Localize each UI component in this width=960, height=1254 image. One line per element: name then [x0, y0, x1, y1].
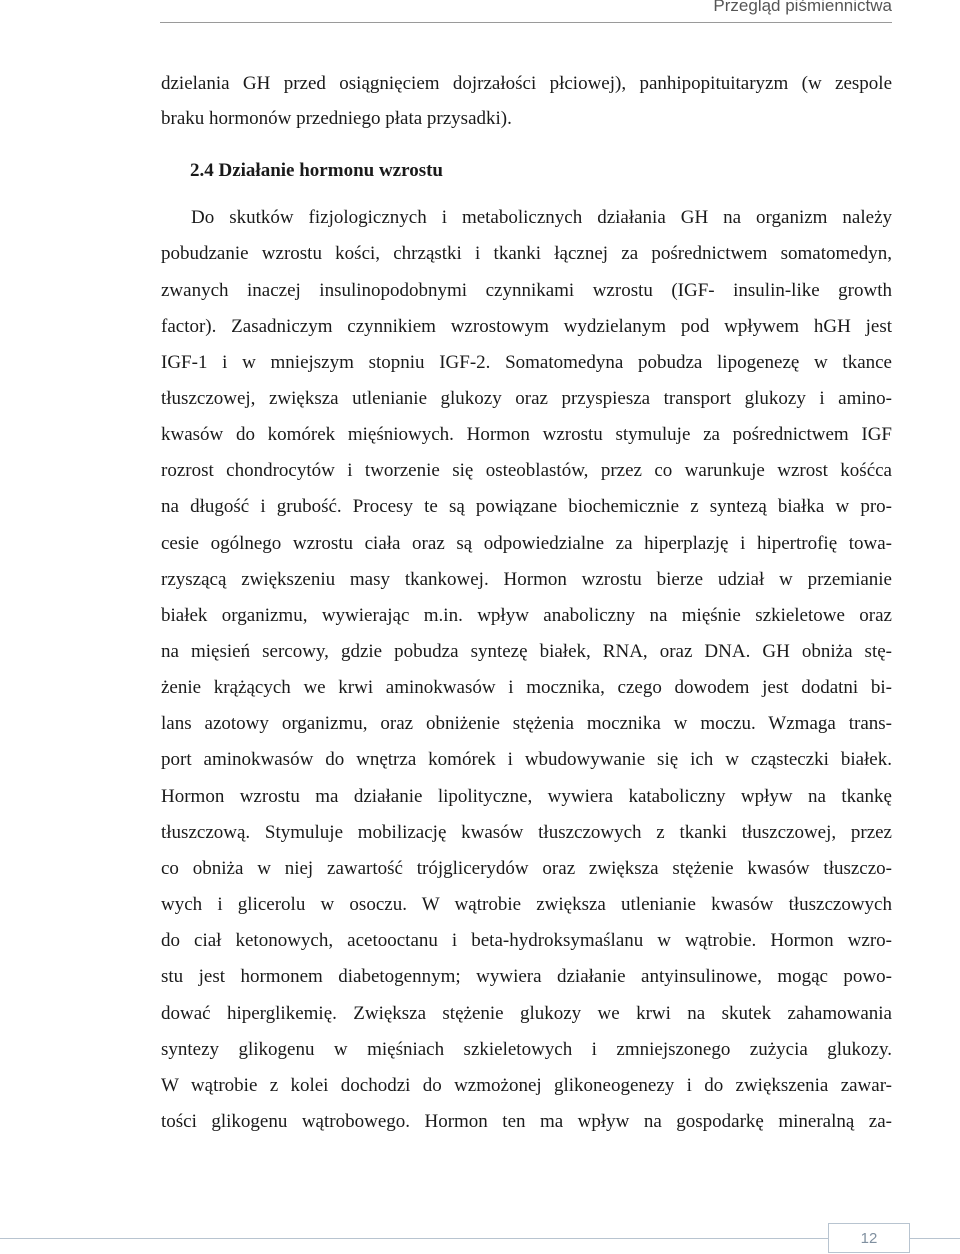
body-line: żenie krążących we krwi aminokwasów i mocznika, czego dowodem jest dodatni bi- — [161, 677, 892, 698]
body-line: IGF-1 i w mniejszym stopniu IGF-2. Somatomedyna pobudza lipogenezę w tkance — [161, 352, 892, 373]
body-line: kwasów do komórek mięśniowych. Hormon wzrostu stymuluje za pośrednictwem IGF — [161, 424, 892, 445]
intro-line: dzielania GH przed osiągnięciem dojrzałości płciowej), panhipopituitaryzm (w zespole — [161, 73, 892, 94]
body-line: tości glikogenu wątrobowego. Hormon ten ma wpływ na gospodarkę mineralną za- — [161, 1111, 892, 1132]
body-line: wych i glicerolu w osoczu. W wątrobie zwiększa utlenianie kwasów tłuszczowych — [161, 894, 892, 915]
body-line: port aminokwasów do wnętrza komórek i wbudowywanie się ich w cząsteczki białek. — [161, 749, 892, 770]
body-line: zwanych inaczej insulinopodobnymi czynnikami wzrostu (IGF- insulin-like growth — [161, 280, 892, 301]
page-number: 12 — [828, 1223, 910, 1253]
body-line: rozrost chondrocytów i tworzenie się osteoblastów, przez co warunkuje wzrost kośćca — [161, 460, 892, 481]
body-line: rzyszącą zwiększeniu masy tkankowej. Hormon wzrostu bierze udział w przemianie — [161, 569, 892, 590]
body-line: białek organizmu, wywierając m.in. wpływ anaboliczny na mięśnie szkieletowe oraz — [161, 605, 892, 626]
body-line: Hormon wzrostu ma działanie lipolityczne, wywiera kataboliczny wpływ na tkankę — [161, 786, 892, 807]
body-line: dować hiperglikemię. Zwiększa stężenie glukozy we krwi na skutek zahamowania — [161, 1003, 892, 1024]
body-line: na długość i grubość. Procesy te są powiązane biochemicznie z syntezą białka w pro- — [161, 496, 892, 517]
footer-rule — [0, 1238, 960, 1239]
body-line: tłuszczowej, zwiększa utlenianie glukozy oraz przyspiesza transport glukozy i amino- — [161, 388, 892, 409]
body-line: cesie ogólnego wzrostu ciała oraz są odpowiedzialne za hiperplazję i hipertrofię towa- — [161, 533, 892, 554]
body-line: do ciał ketonowych, acetooctanu i beta-hydroksymaślanu w wątrobie. Hormon wzro- — [161, 930, 892, 951]
running-header: Przegląd piśmiennictwa — [713, 0, 892, 15]
body-line: tłuszczową. Stymuluje mobilizację kwasów tłuszczowych z tkanki tłuszczowej, przez — [161, 822, 892, 843]
body-line: na mięsień sercowy, gdzie pobudza syntezę białek, RNA, oraz DNA. GH obniża stę- — [161, 641, 892, 662]
body-line: syntezy glikogenu w mięśniach szkieletowych i zmniejszonego zużycia glukozy. — [161, 1039, 892, 1060]
body-line: W wątrobie z kolei dochodzi do wzmożonej glikoneogenezy i do zwiększenia zawar- — [161, 1075, 892, 1096]
body-line: lans azotowy organizmu, oraz obniżenie stężenia mocznika w moczu. Wzmaga trans- — [161, 713, 892, 734]
body-line: Do skutków fizjologicznych i metabolicznych działania GH na organizm należy — [191, 207, 892, 228]
body-line: co obniża w niej zawartość trójglicerydów oraz zwiększa stężenie kwasów tłuszczo- — [161, 858, 892, 879]
body-line: factor). Zasadniczym czynnikiem wzrostowym wydzielanym pod wpływem hGH jest — [161, 316, 892, 337]
body-line: pobudzanie wzrostu kości, chrząstki i tkanki łącznej za pośrednictwem somatomedyn, — [161, 243, 892, 264]
body-line: stu jest hormonem diabetogennym; wywiera działanie antyinsulinowe, mogąc powo- — [161, 966, 892, 987]
section-heading: 2.4 Działanie hormonu wzrostu — [190, 160, 443, 181]
intro-line: braku hormonów przedniego płata przysadki). — [161, 108, 512, 129]
header-rule — [160, 22, 892, 23]
